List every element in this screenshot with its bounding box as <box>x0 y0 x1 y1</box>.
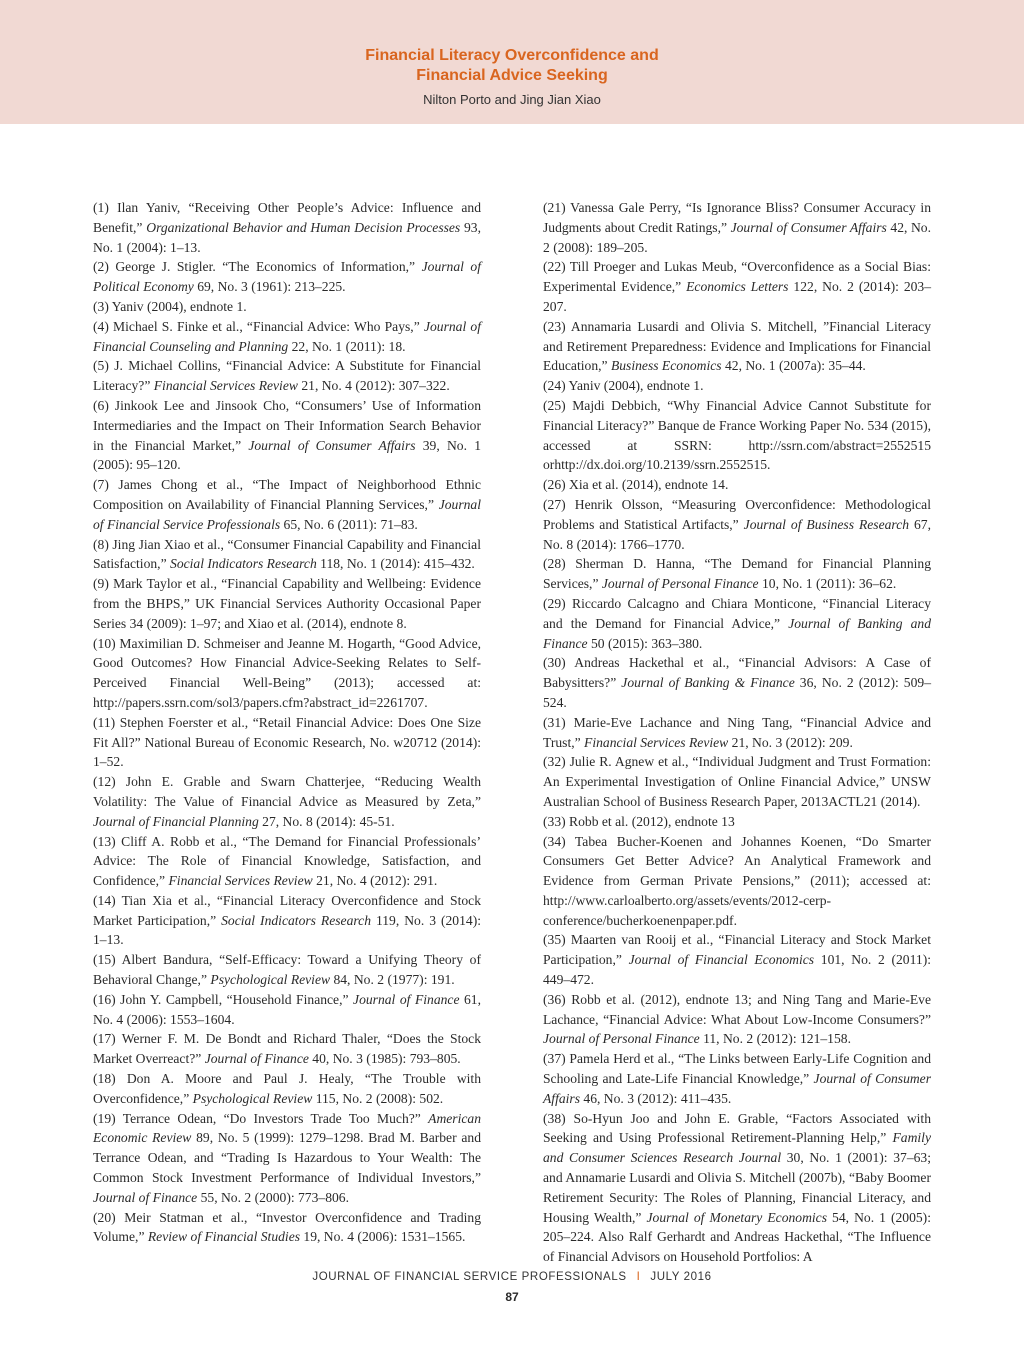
endnote: (30) Andreas Hackethal et al., “Financial Advisors: A Case of Babysitters?” Journal of Banking & Finance 36, No. 2 (2012): 509–524. <box>543 655 931 710</box>
endnote: (29) Riccardo Calcagno and Chiara Monticone, “Financial Literacy and the Demand for Financial Advice,” Journal of Banking and Finance 50 (2015): 363–380. <box>543 595 931 651</box>
endnote: (21) Vanessa Gale Perry, “Is Ignorance Bliss? Consumer Accuracy in Judgments about Credit Ratings,” Journal of Consumer Affairs 42, No. 2 (2008): 189–205. <box>543 200 931 255</box>
endnotes-right-column <box>543 198 931 1267</box>
endnote: (24) Yaniv (2004), endnote 1. <box>543 378 704 394</box>
article-title-line-2: Financial Advice Seeking <box>416 67 608 84</box>
endnote: (8) Jing Jian Xiao et al., “Consumer Financial Capability and Financial Satisfaction,” Social Indicators Research 118, No. 1 (2014): 415–432. <box>93 536 481 572</box>
endnote: (9) Mark Taylor et al., “Financial Capability and Wellbeing: Evidence from the BHPS,” UK Financial Services Authority Occasional Paper Series 34 (2009): 1–97; and Xiao et al. (2014), endnote 8. <box>93 576 481 631</box>
endnote: (10) Maximilian D. Schmeiser and Jeanne M. Hogarth, “Good Advice, Good Outcomes? How Financial Advice-Seeking Relates to Self-Perceived Financial Well-Being” (2013); accessed at: http://papers.ssrn.com/sol3/papers.cfm?abstract_id=2261707. <box>93 635 481 710</box>
endnote: (11) Stephen Foerster et al., “Retail Financial Advice: Does One Size Fit All?” National Bureau of Economic Research, No. w20712 (2014): 1–52. <box>93 714 481 770</box>
article-title-line-1: Financial Literacy Overconfidence and <box>365 47 659 64</box>
endnote: (16) John Y. Campbell, “Household Finance,” Journal of Finance 61, No. 4 (2006): 1553–1604. <box>93 991 481 1027</box>
endnote: (1) Ilan Yaniv, “Receiving Other People’s Advice: Influence and Benefit,” Organizational Behavior and Human Decision Processes 93, No. 1 (2004): 1–13. <box>93 200 482 255</box>
endnote: (25) Majdi Debbich, “Why Financial Advice Cannot Substitute for Financial Literacy?” Banque de France Working Paper No. 534 (2015), accessed at SSRN: http://ssrn.com/abstract=2552515 orhttp://dx.doi.org/10.2139/ssrn.2552515. <box>543 397 931 473</box>
page-footer <box>0 1271 1024 1283</box>
endnote: (27) Henrik Olsson, “Measuring Overconfidence: Methodological Problems and Statistical Artifacts,” Journal of Business Research 67, No. 8 (2014): 1766–1770. <box>543 496 931 552</box>
endnote: (2) George J. Stigler. “The Economics of Information,” Journal of Political Economy 69, No. 3 (1961): 213–225. <box>93 259 481 295</box>
endnote: (5) J. Michael Collins, “Financial Advice: A Substitute for Financial Literacy?” Financial Services Review 21, No. 4 (2012): 307–322. <box>93 358 481 394</box>
footer-journal-name: JOURNAL OF FINANCIAL SERVICE PROFESSIONALS <box>312 1271 627 1283</box>
endnote: (34) Tabea Bucher-Koenen and Johannes Koenen, “Do Smarter Consumers Get Better Advice? An Analytical Framework and Evidence from German Private Pensions,” (2011); accessed at: http://www.carloalberto.org/assets/events/2012-cerp-conference/bucherkoenenpaper.pdf. <box>543 833 931 928</box>
endnote: (36) Robb et al. (2012), endnote 13; and Ning Tang and Marie-Eve Lachance, “Financial Advice: What About Low-Income Consumers?” Journal of Personal Finance 11, No. 2 (2012): 121–158. <box>543 991 931 1047</box>
endnote: (19) Terrance Odean, “Do Investors Trade Too Much?” American Economic Review 89, No. 5 (1999): 1279–1298. Brad M. Barber and Terrance Odean, and “Trading Is Hazardous to Your Wealth: The Common Stock Investment Performance of Individual Investors,” Journal of Finance 55, No. 2 (2000): 773–806. <box>93 1110 481 1205</box>
endnote: (31) Marie-Eve Lachance and Ning Tang, “Financial Advice and Trust,” Financial Services Review 21, No. 3 (2012): 209. <box>543 714 931 750</box>
endnotes-left-column <box>93 198 481 1247</box>
endnote: (4) Michael S. Finke et al., “Financial Advice: Who Pays,” Journal of Financial Counseling and Planning 22, No. 1 (2011): 18. <box>93 318 482 354</box>
endnote: (14) Tian Xia et al., “Financial Literacy Overconfidence and Stock Market Participation,” Social Indicators Research 119, No. 3 (2014): 1–13. <box>93 892 482 948</box>
endnote: (18) Don A. Moore and Paul J. Healy, “The Trouble with Overconfidence,” Psychological Review 115, No. 2 (2008): 502. <box>93 1071 481 1106</box>
endnote: (35) Maarten van Rooij et al., “Financial Literacy and Stock Market Participation,” Journal of Financial Economics 101, No. 2 (2011): 449–472. <box>543 932 931 988</box>
endnote: (22) Till Proeger and Lukas Meub, “Overconfidence as a Social Bias: Experimental Evidence,” Economics Letters 122, No. 2 (2014): 203–207. <box>543 259 932 314</box>
endnote: (12) John E. Grable and Swarn Chatterjee, “Reducing Wealth Volatility: The Value of Financial Advice as Measured by Zeta,” Journal of Financial Planning 27, No. 8 (2014): 45-51. <box>93 774 481 829</box>
endnote: (28) Sherman D. Hanna, “The Demand for Financial Planning Services,” Journal of Personal Finance 10, No. 1 (2011): 36–62. <box>543 556 931 592</box>
endnote: (6) Jinkook Lee and Jinsook Cho, “Consumers’ Use of Information Intermediaries and the Impact on Their Information Search Behavior in the Financial Market,” Journal of Consumer Affairs 39, No. 1 (2005): 95–120. <box>93 397 481 473</box>
endnote: (26) Xia et al. (2014), endnote 14. <box>543 477 729 493</box>
endnote: (23) Annamaria Lusardi and Olivia S. Mitchell, ”Financial Literacy and Retirement Preparedness: Evidence and Implications for Financial Education,” Business Economics 42, No. 1 (2007a): 35–44. <box>543 318 931 374</box>
page-number: 87 <box>505 1290 519 1304</box>
endnote: (3) Yaniv (2004), endnote 1. <box>93 298 247 314</box>
endnote: (38) So-Hyun Joo and John E. Grable, “Factors Associated with Seeking and Using Professional Retirement-Planning Help,” Family and Consumer Sciences Research Journal 30, No. 1 (2001): 37–63; and Annamarie Lusardi and Olivia S. Mitchell (2007b), “Baby Boomer Retirement Security: The Roles of Planning, Financial Literacy, and Housing Wealth,” Journal of Monetary Economics 54, No. 1 (2005): 205–224. Also Ralf Gerhardt and Andreas Hackethal, “The Influence of Financial Advisors on Household Portfolios: A <box>543 1110 931 1265</box>
article-authors: Nilton Porto and Jing Jian Xiao <box>423 92 601 107</box>
endnote: (15) Albert Bandura, “Self-Efficacy: Toward a Unifying Theory of Behavioral Change,” Psychological Review 84, No. 2 (1977): 191. <box>93 952 481 988</box>
footer-date: JULY 2016 <box>650 1271 712 1283</box>
endnote: (13) Cliff A. Robb et al., “The Demand for Financial Professionals’ Advice: The Role of Financial Knowledge, Satisfaction, and Confidence,” Financial Services Review 21, No. 4 (2012): 291. <box>93 833 481 889</box>
endnote: (7) James Chong et al., “The Impact of Neighborhood Ethnic Composition on Availability of Financial Planning Services,” Journal of Financial Service Professionals 65, No. 6 (2011): 71–83. <box>93 477 481 532</box>
endnote: (20) Meir Statman et al., “Investor Overconfidence and Trading Volume,” Review of Financial Studies 19, No. 4 (2006): 1531–1565. <box>93 1209 481 1245</box>
footer-separator: I <box>636 1271 641 1283</box>
endnote: (17) Werner F. M. De Bondt and Richard Thaler, “Does the Stock Market Overreact?” Journal of Finance 40, No. 3 (1985): 793–805. <box>93 1031 481 1067</box>
endnote: (33) Robb et al. (2012), endnote 13 <box>543 813 735 829</box>
endnote: (32) Julie R. Agnew et al., “Individual Judgment and Trust Formation: An Experimental Investigation of Online Financial Advice,” UNSW Australian School of Business Research Paper, 2013ACTL21 (2014). <box>543 754 931 809</box>
endnote: (37) Pamela Herd et al., “The Links between Early-Life Cognition and Schooling and Late-Life Financial Knowledge,” Journal of Consumer Affairs 46, No. 3 (2012): 411–435. <box>543 1051 932 1106</box>
